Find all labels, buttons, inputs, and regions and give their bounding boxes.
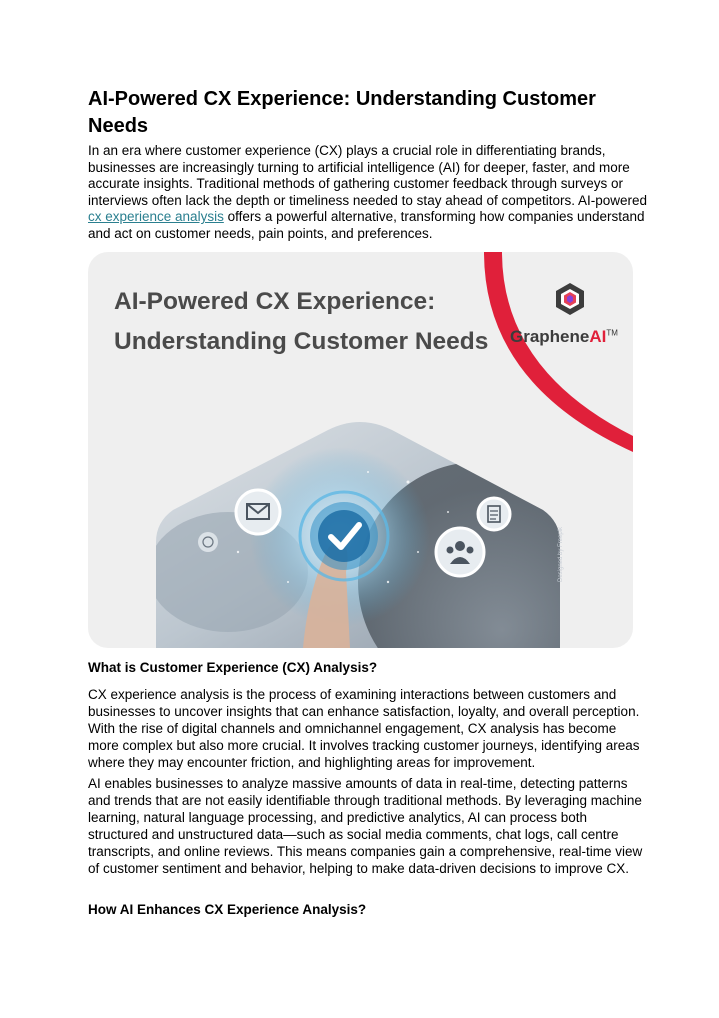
cx-analysis-link[interactable]: cx experience analysis: [88, 209, 224, 225]
mail-icon: [236, 490, 280, 534]
logo-wordmark: [510, 327, 618, 347]
graphene-logo-mark: [553, 282, 587, 316]
section1-paragraph-1: CX experience analysis is the process of examining interactions between customers and businesses to uncover insights that can enhance satisfaction, loyalty, and overall perception. With the rise of digital channels and omnichannel engagement, CX analysis has become more complex but also more crucial. It involves tracking customer journeys, identifying areas where they may encounter friction, and highlighting areas for improvement.: [88, 687, 640, 770]
intro-text: In an era where customer experience (CX) plays a crucial role in differentiating brands, businesses are increasingly turning to artificial intelligence (AI) for deeper, faster, and more accurate insights. Traditional methods of gathering customer feedback through surveys or interviews often lack the depth or timeliness needed to stay ahead of competitors. AI-powered: [88, 143, 648, 208]
logo-text-ai: AI: [589, 327, 607, 346]
hero-title: AI-Powered CX Experience: Understanding Customer Needs: [114, 288, 489, 355]
page-title: AI-Powered CX Experience: Understanding Customer Needs: [88, 88, 596, 137]
globe-icon: [198, 532, 218, 552]
document-icon: [478, 498, 510, 530]
logo-text-main: Graphene: [510, 327, 590, 346]
section-heading-what-is-cx: What is Customer Experience (CX) Analysis?: [88, 660, 378, 675]
image-credit: Designed by Freepik: [558, 526, 564, 582]
graphene-logo: [510, 282, 620, 352]
intro-text-end: offers a powerful alternative, transforming how companies understand and act on customer needs, pain points, and preferences.: [88, 209, 645, 241]
people-icon: [436, 528, 484, 576]
logo-trademark: TM: [606, 328, 618, 338]
section1-paragraph-2: AI enables businesses to analyze massive amounts of data in real-time, detecting patterns and trends that are not easily identifiable through traditional methods. By leveraging machine learning, natural language processing, and predictive analytics, AI can process both structured and unstructured data—such as social media comments, chat logs, call centre transcripts, and online reviews. This means companies gain a comprehensive, real-time view of customer sentiment and behavior, helping to make data-driven decisions to improve CX.: [88, 776, 643, 876]
check-icon: [300, 492, 388, 580]
section-heading-how-ai-enhances: How AI Enhances CX Experience Analysis?: [88, 902, 367, 917]
intro-paragraph: [88, 143, 648, 243]
hero-banner: [88, 252, 633, 648]
